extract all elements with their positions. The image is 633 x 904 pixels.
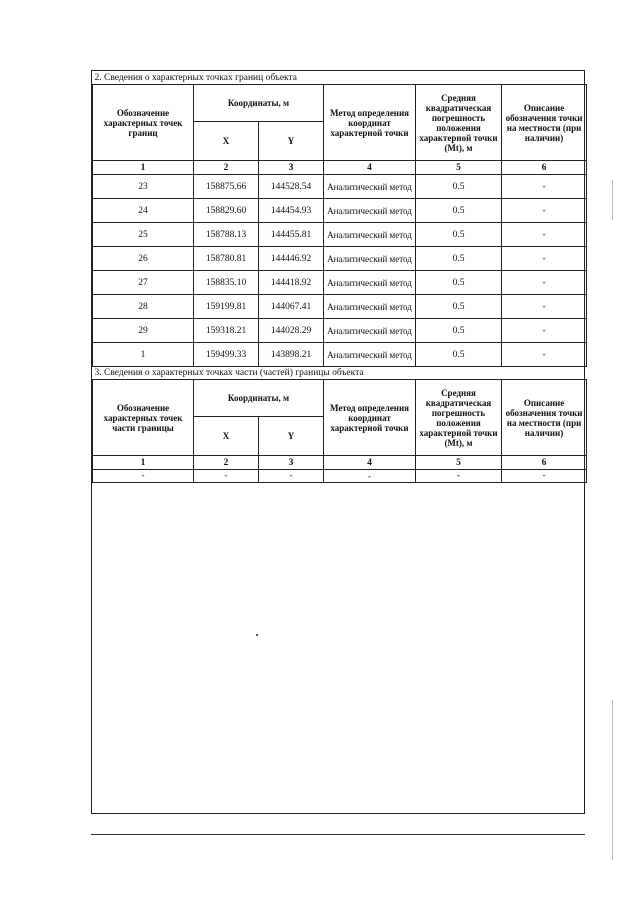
description-cell: - <box>502 319 587 343</box>
method-cell: Аналитический метод <box>324 175 416 199</box>
point-cell: 29 <box>93 319 194 343</box>
y-coordinate-cell: 144446.92 <box>259 247 324 271</box>
error-cell: 0.5 <box>416 223 502 247</box>
error-cell: - <box>416 470 502 483</box>
description-cell: - <box>502 223 587 247</box>
description-cell: - <box>502 247 587 271</box>
header-coordinates: Координаты, м <box>194 85 324 122</box>
description-cell: - <box>502 470 587 483</box>
point-cell: 27 <box>93 271 194 295</box>
header-x: X <box>194 417 259 456</box>
y-coordinate-cell: 144028.29 <box>259 319 324 343</box>
table-row <box>93 271 587 295</box>
y-coordinate-cell: - <box>259 470 324 483</box>
header-designation: Обозначение характерных точек границ <box>93 85 194 161</box>
header-y: Y <box>259 417 324 456</box>
column-number: 4 <box>324 456 416 470</box>
column-number: 5 <box>416 161 502 175</box>
header-x: X <box>194 122 259 161</box>
header-method: Метод определения координат характерной точки <box>324 85 416 161</box>
header-y: Y <box>259 122 324 161</box>
table-row <box>93 295 587 319</box>
point-cell: 1 <box>93 343 194 367</box>
section2-title: 2. Сведения о характерных точках границ объекта <box>93 71 587 85</box>
y-coordinate-cell: 144418.92 <box>259 271 324 295</box>
table-row <box>93 175 587 199</box>
header-coordinates: Координаты, м <box>194 380 324 417</box>
method-cell: Аналитический метод <box>324 295 416 319</box>
column-number: 2 <box>194 456 259 470</box>
method-cell: Аналитический метод <box>324 223 416 247</box>
table-row <box>93 199 587 223</box>
column-number: 6 <box>502 161 587 175</box>
method-cell: Аналитический метод <box>324 343 416 367</box>
method-cell: Аналитический метод <box>324 271 416 295</box>
scan-edge-mark <box>612 700 613 860</box>
description-cell: - <box>502 271 587 295</box>
x-coordinate-cell: 158780.81 <box>194 247 259 271</box>
table-row <box>93 319 587 343</box>
header-description: Описание обозначения точки на местности (при наличии) <box>502 85 587 161</box>
y-coordinate-cell: 144455.81 <box>259 223 324 247</box>
footer-divider <box>91 834 585 835</box>
method-cell: Аналитический метод <box>324 319 416 343</box>
boundary-points-table <box>92 71 587 367</box>
point-cell: 24 <box>93 199 194 223</box>
x-coordinate-cell: 159499.33 <box>194 343 259 367</box>
description-cell: - <box>502 295 587 319</box>
description-cell: - <box>502 199 587 223</box>
scan-edge-mark <box>612 180 613 220</box>
document-frame <box>91 70 585 814</box>
point-cell: 28 <box>93 295 194 319</box>
description-cell: - <box>502 343 587 367</box>
y-coordinate-cell: 144454.93 <box>259 199 324 223</box>
x-coordinate-cell: - <box>194 470 259 483</box>
scan-speck <box>256 634 258 636</box>
method-cell: Аналитический метод <box>324 247 416 271</box>
y-coordinate-cell: 144528.54 <box>259 175 324 199</box>
error-cell: 0.5 <box>416 319 502 343</box>
table-row <box>93 343 587 367</box>
error-cell: 0.5 <box>416 343 502 367</box>
method-cell: Аналитический метод <box>324 199 416 223</box>
error-cell: 0.5 <box>416 199 502 223</box>
point-cell: 25 <box>93 223 194 247</box>
point-cell: 26 <box>93 247 194 271</box>
x-coordinate-cell: 159318.21 <box>194 319 259 343</box>
table-row <box>93 247 587 271</box>
point-cell: 23 <box>93 175 194 199</box>
table-row <box>93 223 587 247</box>
column-number: 2 <box>194 161 259 175</box>
x-coordinate-cell: 158875.66 <box>194 175 259 199</box>
column-number: 4 <box>324 161 416 175</box>
column-number: 3 <box>259 456 324 470</box>
column-number: 1 <box>93 456 194 470</box>
x-coordinate-cell: 158835.10 <box>194 271 259 295</box>
description-cell: - <box>502 175 587 199</box>
header-error: Средняя квадратическая погрешность положения характерной точки (Mt), м <box>416 85 502 161</box>
point-cell: - <box>93 470 194 483</box>
header-error: Средняя квадратическая погрешность положения характерной точки (Mt), м <box>416 380 502 456</box>
error-cell: 0.5 <box>416 295 502 319</box>
column-number: 3 <box>259 161 324 175</box>
column-number: 5 <box>416 456 502 470</box>
error-cell: 0.5 <box>416 247 502 271</box>
y-coordinate-cell: 143898.21 <box>259 343 324 367</box>
part-boundary-points-table <box>92 366 587 483</box>
error-cell: 0.5 <box>416 175 502 199</box>
column-number: 6 <box>502 456 587 470</box>
method-cell: - <box>324 470 416 483</box>
column-numbers-row <box>93 161 587 175</box>
x-coordinate-cell: 158829.60 <box>194 199 259 223</box>
header-description: Описание обозначения точки на местности (при наличии) <box>502 380 587 456</box>
header-method: Метод определения координат характерной точки <box>324 380 416 456</box>
table-row <box>93 470 587 483</box>
header-designation: Обозначение характерных точек части границы <box>93 380 194 456</box>
column-numbers-row <box>93 456 587 470</box>
error-cell: 0.5 <box>416 271 502 295</box>
x-coordinate-cell: 159199.81 <box>194 295 259 319</box>
section3-title: 3. Сведения о характерных точках части (частей) границы объекта <box>93 366 587 380</box>
x-coordinate-cell: 158788.13 <box>194 223 259 247</box>
column-number: 1 <box>93 161 194 175</box>
y-coordinate-cell: 144067.41 <box>259 295 324 319</box>
